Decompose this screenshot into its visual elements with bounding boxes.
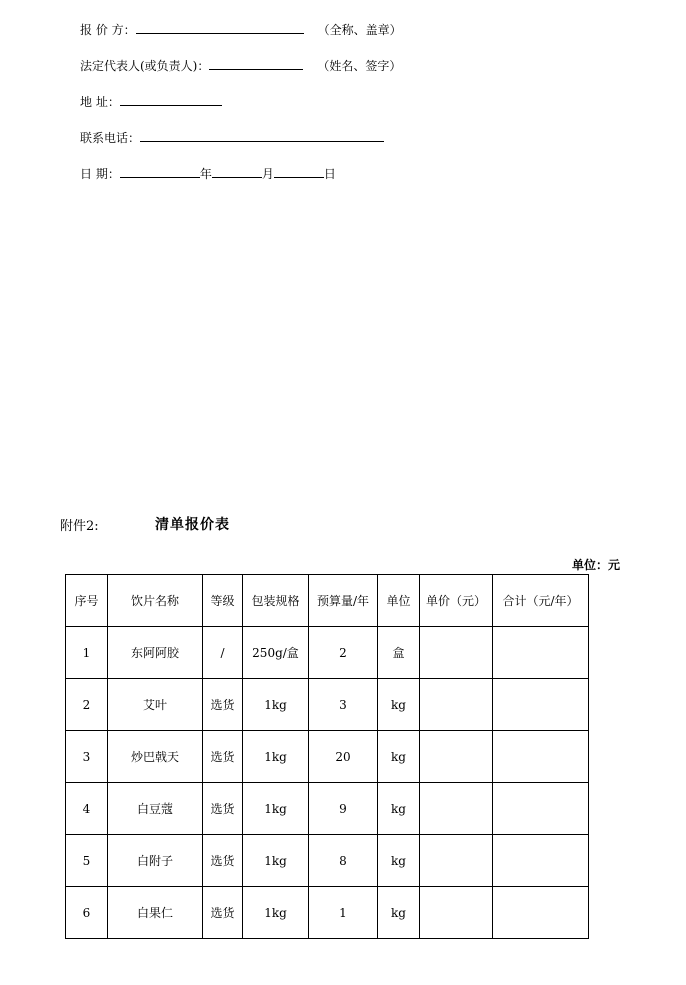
year-label: 年 (199, 167, 212, 181)
bidder-line (80, 21, 402, 37)
grade: 选货 (203, 679, 243, 731)
header-cell: 饮片名称 (108, 575, 203, 627)
bidder-label: 报 价 方： (80, 23, 136, 37)
herb-name: 艾叶 (108, 679, 203, 731)
annual-quantity: 9 (309, 783, 378, 835)
unit-price-cell[interactable] (420, 731, 493, 783)
annual-quantity: 1 (309, 887, 378, 939)
annual-quantity: 2 (309, 627, 378, 679)
grade: 选货 (203, 783, 243, 835)
total-cell[interactable] (493, 627, 589, 679)
date-line (80, 165, 336, 181)
phone-line (80, 129, 384, 145)
date-label: 日 期： (80, 167, 120, 181)
row-number: 3 (66, 731, 108, 783)
row-number: 1 (66, 627, 108, 679)
total-cell[interactable] (493, 731, 589, 783)
unit-price-cell[interactable] (420, 783, 493, 835)
table-row (66, 887, 589, 939)
header-cell: 等级 (203, 575, 243, 627)
unit: kg (378, 783, 420, 835)
row-number: 5 (66, 835, 108, 887)
package-spec: 1kg (243, 679, 309, 731)
row-number: 2 (66, 679, 108, 731)
currency-unit: 单位：元 (572, 558, 621, 572)
unit: kg (378, 835, 420, 887)
unit: kg (378, 731, 420, 783)
unit: 盒 (378, 627, 420, 679)
header-cell: 单价（元） (420, 575, 493, 627)
herb-name: 白豆蔻 (108, 783, 203, 835)
table-row (66, 731, 589, 783)
table-row (66, 627, 589, 679)
representative-blank[interactable] (209, 57, 303, 70)
unit: kg (378, 887, 420, 939)
package-spec: 1kg (243, 835, 309, 887)
day-blank[interactable] (274, 165, 324, 178)
unit-price-cell[interactable] (420, 679, 493, 731)
representative-label: 法定代表人(或负责人)： (80, 59, 210, 73)
bidder-blank[interactable] (136, 21, 304, 34)
header-cell: 单位 (378, 575, 420, 627)
header-cell: 包装规格 (243, 575, 309, 627)
package-spec: 1kg (243, 783, 309, 835)
total-cell[interactable] (493, 835, 589, 887)
grade: 选货 (203, 887, 243, 939)
address-line (80, 93, 222, 109)
year-blank[interactable] (120, 165, 200, 178)
month-label: 月 (261, 167, 274, 181)
package-spec: 1kg (243, 731, 309, 783)
table-row (66, 783, 589, 835)
month-blank[interactable] (212, 165, 262, 178)
herb-name: 白果仁 (108, 887, 203, 939)
price-table (65, 574, 589, 939)
header-cell: 合计（元/年） (493, 575, 589, 627)
table-title: 清单报价表 (155, 517, 230, 533)
total-cell[interactable] (493, 679, 589, 731)
table-row (66, 679, 589, 731)
attachment-label: 附件2: (60, 519, 99, 534)
grade: 选货 (203, 731, 243, 783)
unit-price-cell[interactable] (420, 887, 493, 939)
header-cell: 序号 (66, 575, 108, 627)
total-cell[interactable] (493, 887, 589, 939)
phone-label: 联系电话： (80, 131, 141, 145)
package-spec: 250g/盒 (243, 627, 309, 679)
herb-name: 东阿阿胶 (108, 627, 203, 679)
herb-name: 炒巴戟天 (108, 731, 203, 783)
address-blank[interactable] (120, 93, 222, 106)
table-row (66, 835, 589, 887)
annual-quantity: 8 (309, 835, 378, 887)
bidder-note: （全称、盖章） (317, 23, 402, 37)
grade: / (203, 627, 243, 679)
total-cell[interactable] (493, 783, 589, 835)
header-cell: 预算量/年 (309, 575, 378, 627)
row-number: 4 (66, 783, 108, 835)
attachment-heading (60, 515, 620, 533)
package-spec: 1kg (243, 887, 309, 939)
herb-name: 白附子 (108, 835, 203, 887)
unit: kg (378, 679, 420, 731)
day-label: 日 (323, 167, 336, 181)
annual-quantity: 3 (309, 679, 378, 731)
address-label: 地 址： (80, 95, 120, 109)
annual-quantity: 20 (309, 731, 378, 783)
unit-price-cell[interactable] (420, 835, 493, 887)
phone-blank[interactable] (140, 129, 384, 142)
row-number: 6 (66, 887, 108, 939)
representative-note: （姓名、签字） (317, 59, 402, 73)
representative-line (80, 57, 401, 73)
unit-price-cell[interactable] (420, 627, 493, 679)
table-header-row (66, 575, 589, 627)
grade: 选货 (203, 835, 243, 887)
